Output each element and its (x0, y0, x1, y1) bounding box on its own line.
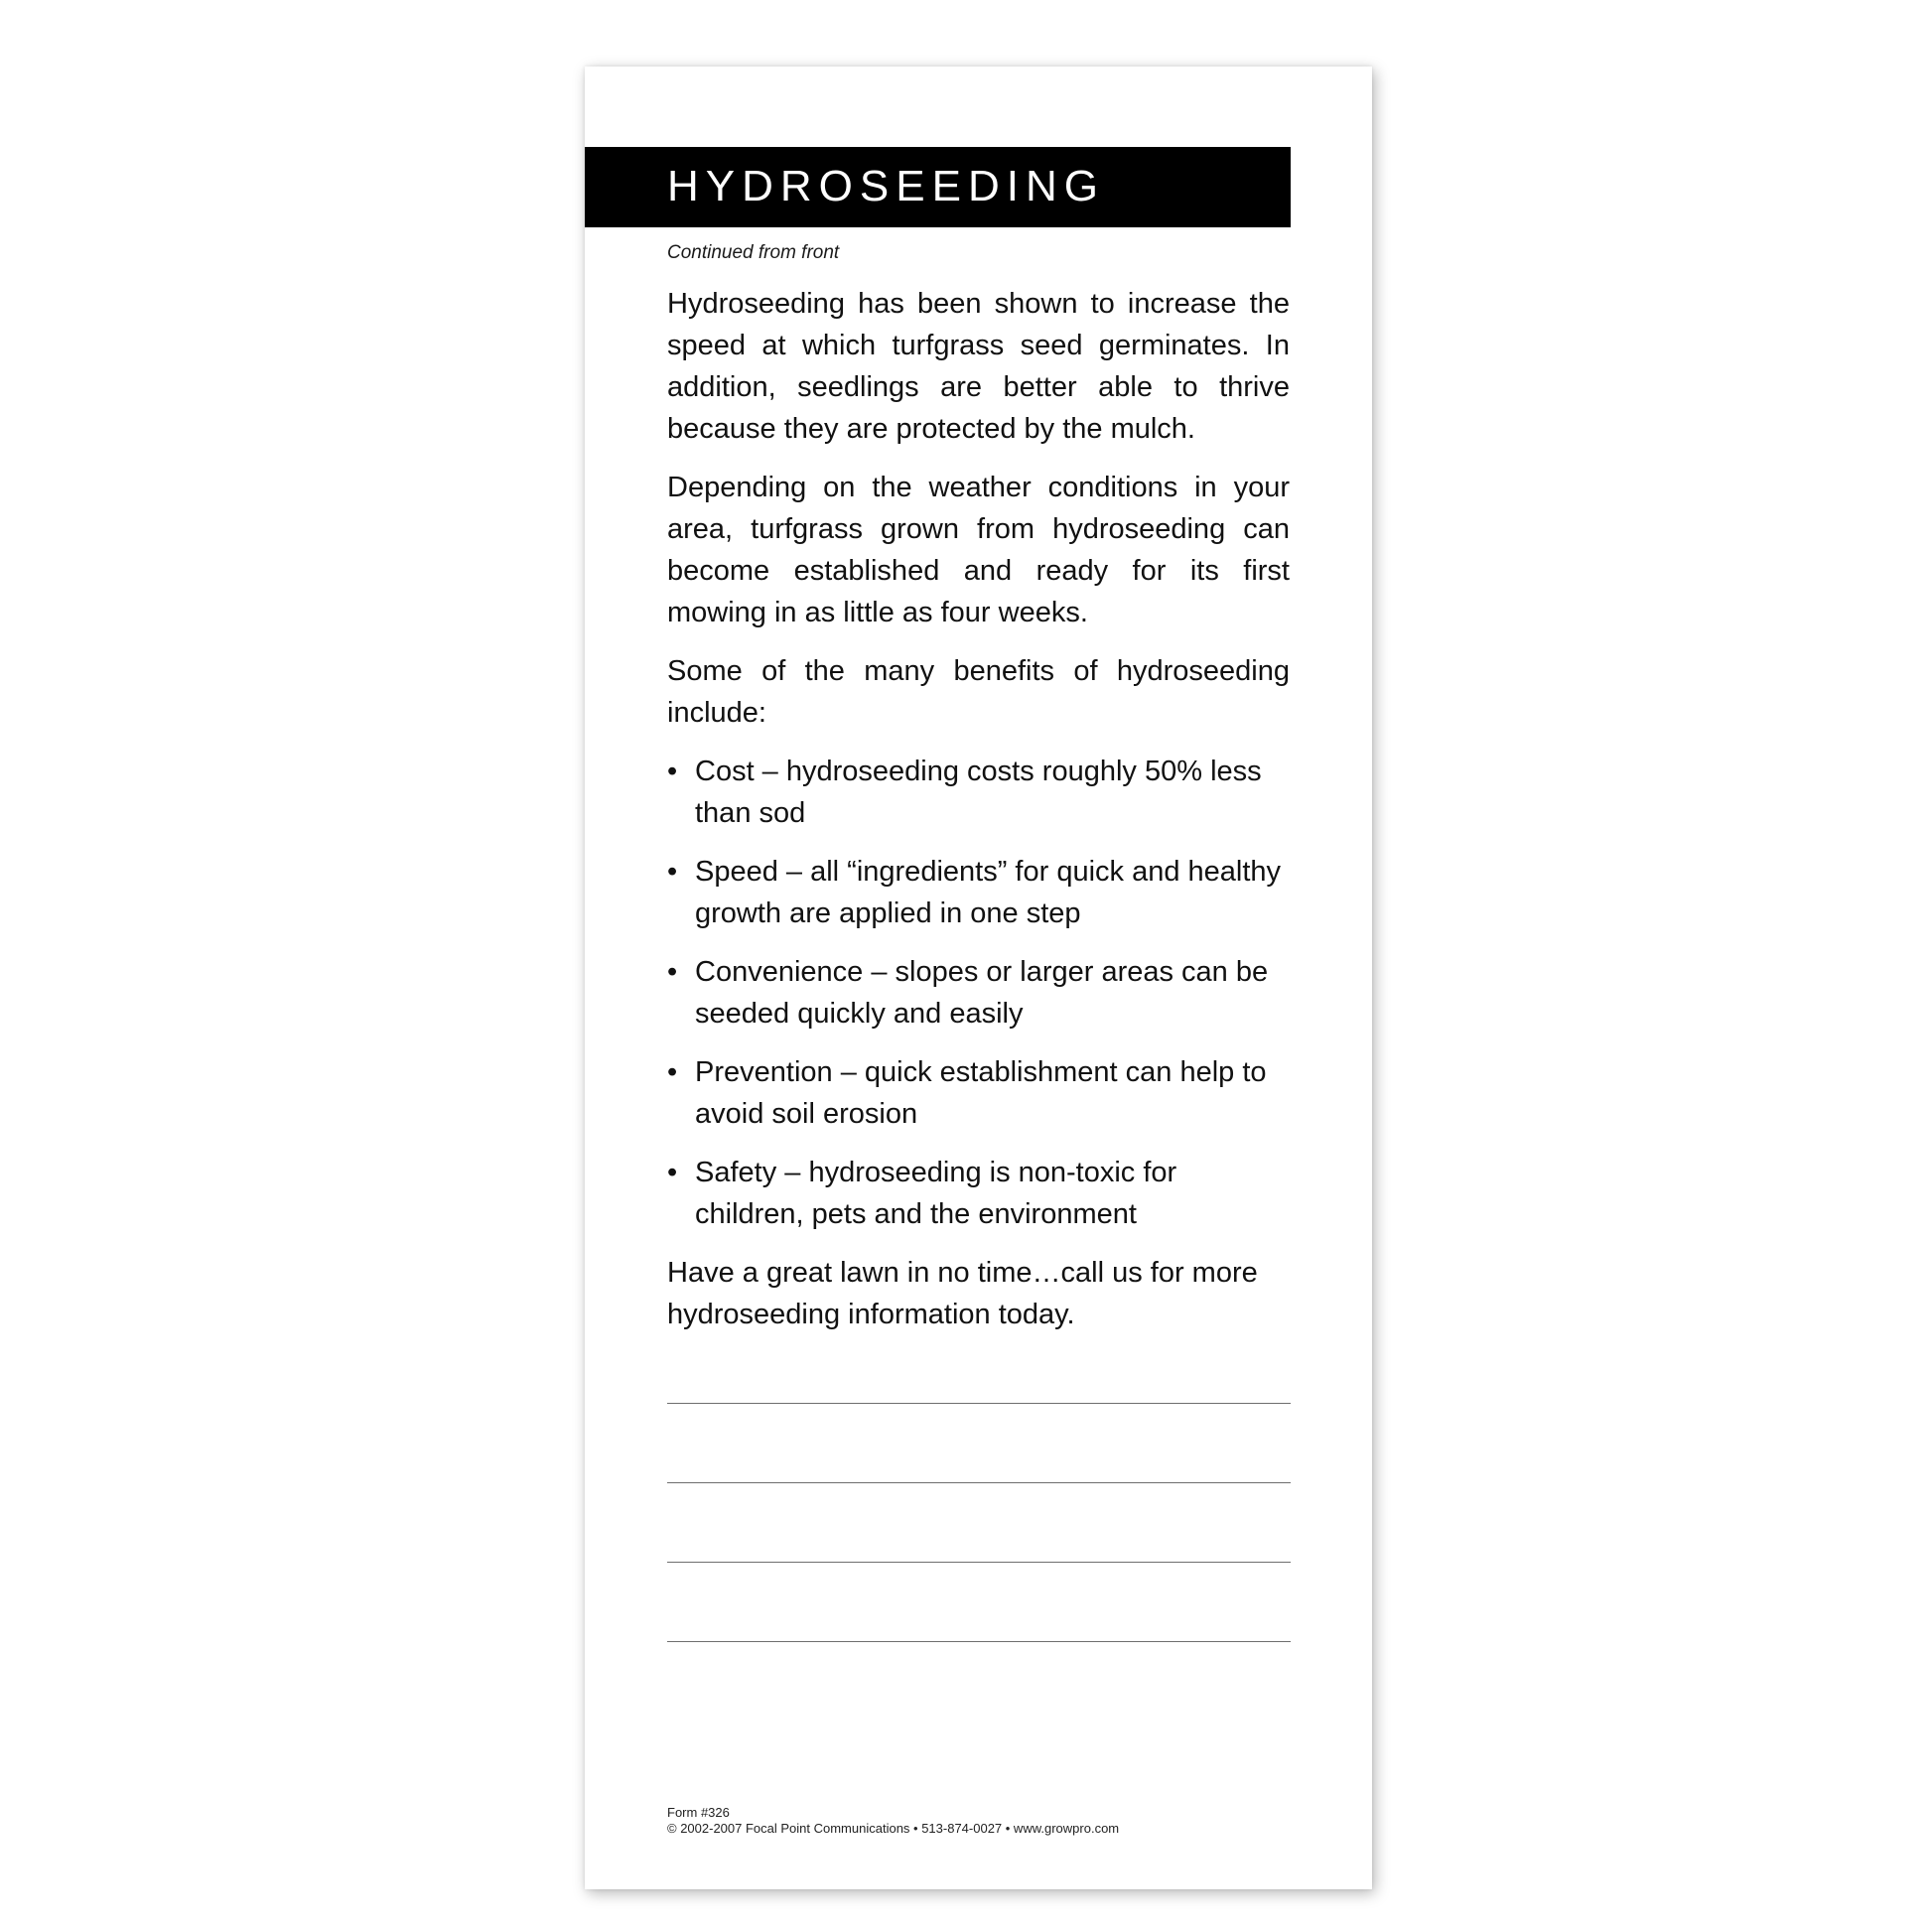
copyright-line: © 2002-2007 Focal Point Communications • 513-874-0027 • www.growpro.com (667, 1821, 1120, 1836)
bullet-icon: • (667, 856, 678, 888)
bullet-icon: • (667, 1056, 678, 1088)
form-number: Form #326 (667, 1805, 730, 1820)
write-in-line (667, 1563, 1291, 1642)
benefits-intro-paragraph: Some of the many benefits of hydroseeding include: (667, 655, 1290, 729)
list-item (667, 851, 1290, 934)
flyer-card (585, 67, 1372, 1889)
benefit-prevention: Prevention – quick establishment can help to avoid soil erosion (695, 1056, 1267, 1130)
write-in-line (667, 1483, 1291, 1563)
list-item (667, 1152, 1290, 1235)
intro-paragraph: Hydroseeding has been shown to increase the speed at which turfgrass seed germinates. In addition, seedlings are better able to thrive because they are protected by the mulch. (667, 288, 1290, 445)
write-in-line (667, 1404, 1291, 1483)
title-banner (585, 147, 1291, 227)
closing-paragraph: Have a great lawn in no time…call us for more hydroseeding information today. (667, 1257, 1258, 1330)
benefits-list (667, 751, 1290, 1235)
list-item (667, 951, 1290, 1035)
bullet-icon: • (667, 1157, 678, 1188)
list-item (667, 751, 1290, 834)
benefit-safety: Safety – hydroseeding is non-toxic for children, pets and the environment (695, 1157, 1177, 1230)
benefit-speed: Speed – all “ingredients” for quick and healthy growth are applied in one step (695, 856, 1282, 929)
benefit-convenience: Convenience – slopes or larger areas can be seeded quickly and easily (695, 956, 1269, 1030)
bullet-icon: • (667, 956, 678, 988)
write-in-lines (667, 1403, 1291, 1642)
benefit-cost: Cost – hydroseeding costs roughly 50% less than sod (695, 756, 1262, 829)
bullet-icon: • (667, 756, 678, 787)
flyer-content (667, 241, 1290, 1352)
footer (667, 1805, 1119, 1837)
weather-paragraph: Depending on the weather conditions in your area, turfgrass grown from hydroseeding can become established and ready for its first mowing in as little as four weeks. (667, 472, 1290, 628)
continued-note: Continued from front (667, 242, 840, 263)
page-title: HYDROSEEDING (667, 162, 1105, 210)
list-item (667, 1051, 1290, 1135)
